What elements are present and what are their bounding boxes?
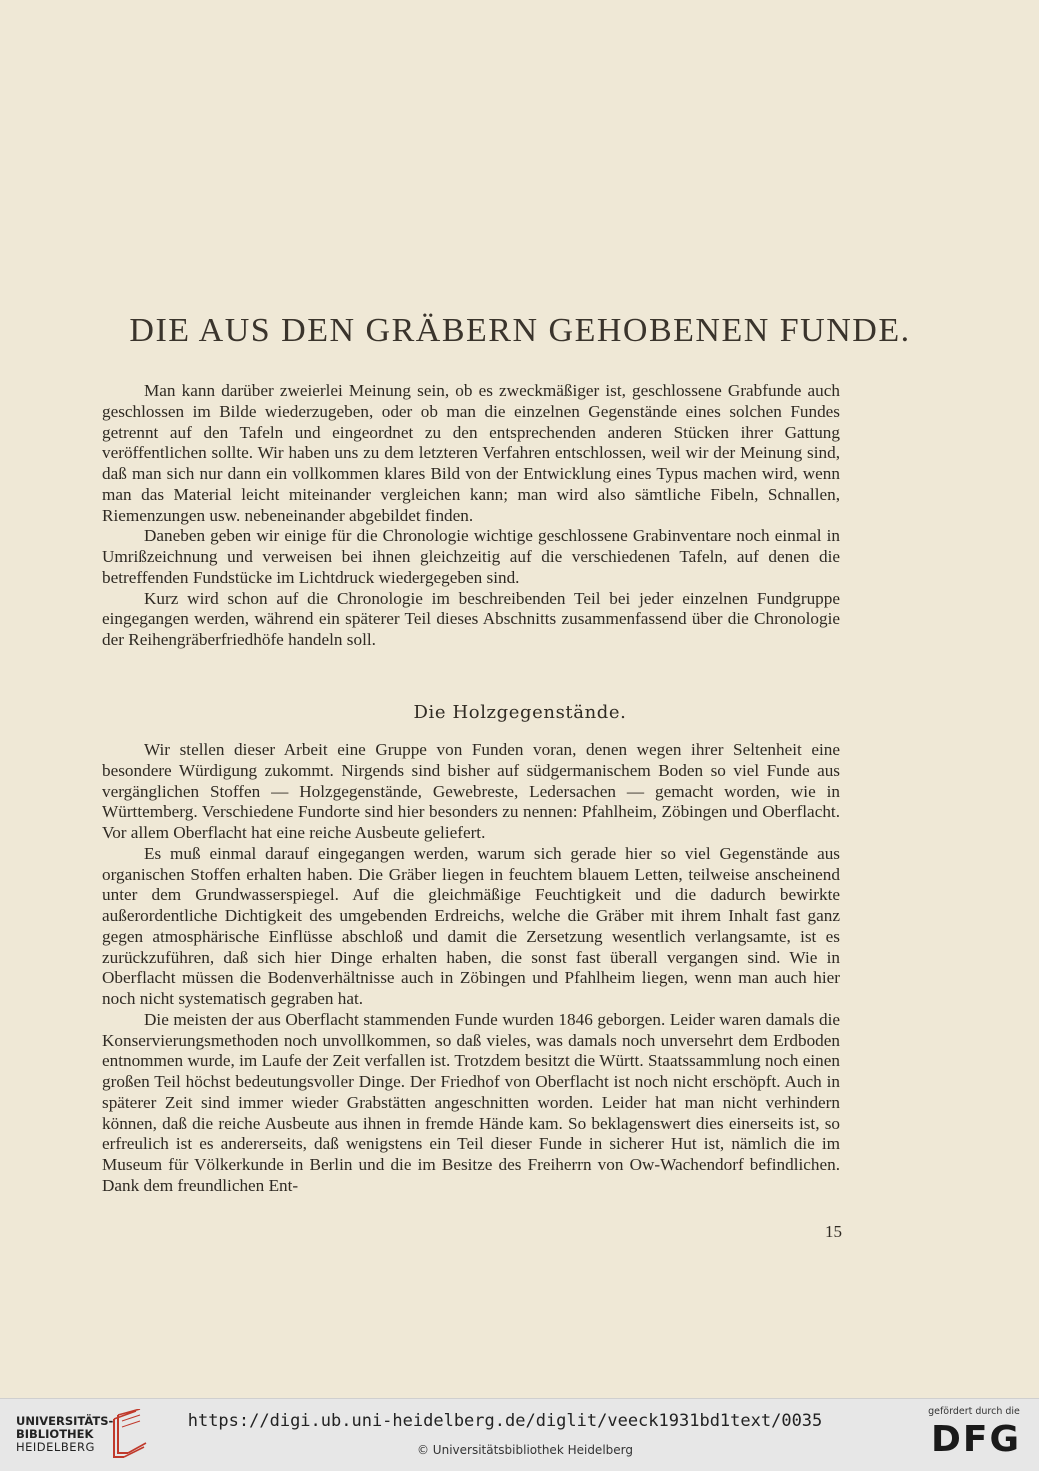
- page-number: 15: [825, 1222, 842, 1241]
- library-line: HEIDELBERG: [16, 1440, 95, 1454]
- footer-bar: [0, 1398, 1039, 1471]
- paragraph: Kurz wird schon auf die Chronologie im beschreibenden Teil bei jeder einzelnen Fundgruppe eingegangen werden, während ein späterer Teil dieses Abschnitts zusammenfassend über die Chronologie der Reihengräberfriedhöfe handeln soll.: [102, 588, 840, 649]
- paragraph: Die meisten der aus Oberflacht stammenden Funde wurden 1846 geborgen. Leider waren damals die Konservierungsmethoden noch unvollkommen, so daß vieles, was damals noch unversehrt dem Erdboden entnommen wurde, im Laufe der Zeit verfallen ist. Trotzdem besitzt die Württ. Staatssammlung noch einen großen Teil höchst bedeutungsvoller Dinge. Der Friedhof von Oberflacht ist noch nicht erschöpft. Auch in späterer Zeit sind immer wieder Grabstätten angeschnitten worden. Leider hat man nicht verhindern können, daß die reiche Ausbeute aus ihnen in fremde Hände kam. So beklagenswert dies einerseits ist, so erfreulich ist es andererseits, daß wenigstens ein Teil dieser Funde in sicherer Hut ist, nämlich die im Museum für Völkerkunde in Berlin und die im Besitze des Freiherrn von Ow-Wachendorf befindlichen. Dank dem freundlichen Ent-: [102, 1009, 840, 1195]
- paragraph: Man kann darüber zweierlei Meinung sein, ob es zweckmäßiger ist, geschlossene Grabfunde auch geschlossen im Bilde wiederzugeben, oder ob man die einzelnen Gegenstände eines solchen Fundes getrennt auf den Tafeln und eingeordnet zu den entsprechenden anderen Stücken ihrer Gattung veröffentlichen sollte. Wir haben uns zu dem letzteren Verfahren entschlossen, weil wir der Meinung sind, daß man sich nur dann ein vollkommen klares Bild von der Entwicklung eines Typus machen wird, wenn man das Material leicht miteinander vergleichen kann; man wird also sämtliche Fibeln, Schnallen, Riemenzungen usw. nebeneinander abgebildet finden.: [102, 381, 840, 525]
- copyright-notice: © Universitätsbibliothek Heidelberg: [416, 1443, 633, 1457]
- section-text: [102, 740, 840, 1197]
- permalink-url[interactable]: https://digi.ub.uni-heidelberg.de/diglit/veeck1931bd1text/0035: [187, 1411, 823, 1431]
- intro-text: [102, 381, 840, 651]
- page-title: DIE AUS DEN GRÄBERN GEHOBENEN FUNDE.: [129, 312, 911, 349]
- paragraph: Es muß einmal darauf eingegangen werden, warum sich gerade hier so viel Gegenstände aus organischen Stoffen erhalten haben. Die Gräber liegen in feuchtem blauem Letten, teilweise anscheinend unter dem Grundwasserspiegel. Auf die gleichmäßige Feuchtigkeit und die dadurch bewirkte außerordentliche Dichtigkeit des umgebenden Erdreichs, welche die Gräber mit ihrem Inhalt fast ganz gegen atmosphärische Einflüsse abschloß und damit die Zersetzung wesentlich verlangsamte, ist es zurückzuführen, daß sich hier Dinge erhalten haben, die sonst fast überall vergangen sind. Wie in Oberflacht müssen die Bodenverhältnisse auch in Zöbingen und Pfahlheim liegen, wenn man auch hier noch nicht systematisch gegraben hat.: [102, 843, 840, 1008]
- library-line: UNIVERSITÄTS-: [16, 1414, 114, 1428]
- library-logo-icon: [104, 1409, 148, 1461]
- section-heading: Die Holzgegenstände.: [413, 702, 627, 723]
- paragraph: Wir stellen dieser Arbeit eine Gruppe von Funden voran, denen wegen ihrer Seltenheit eine besondere Würdigung zukommt. Nirgends sind bisher auf südgermanischem Boden so viel Funde aus vergänglichen Stoffen — Holzgegenstände, Gewebreste, Ledersachen — gemacht worden, wie in Württemberg. Verschiedene Fundorte sind hier besonders zu nennen: Pfahlheim, Zöbingen und Oberflacht. Vor allem Oberflacht hat eine reiche Ausbeute geliefert.: [102, 740, 840, 842]
- paragraph: Daneben geben wir einige für die Chronologie wichtige geschlossene Grabinventare noch einmal in Umrißzeichnung und verweisen bei ihnen gleichzeitig auf die verschiedenen Tafeln, auf denen die betreffenden Fundstücke im Lichtdruck wiedergegeben sind.: [102, 526, 840, 587]
- library-name: [16, 1415, 113, 1454]
- dfg-logo: DFG: [930, 1419, 1022, 1460]
- funding-note: gefördert durch die: [928, 1406, 1020, 1417]
- library-line: BIBLIOTHEK: [16, 1427, 94, 1441]
